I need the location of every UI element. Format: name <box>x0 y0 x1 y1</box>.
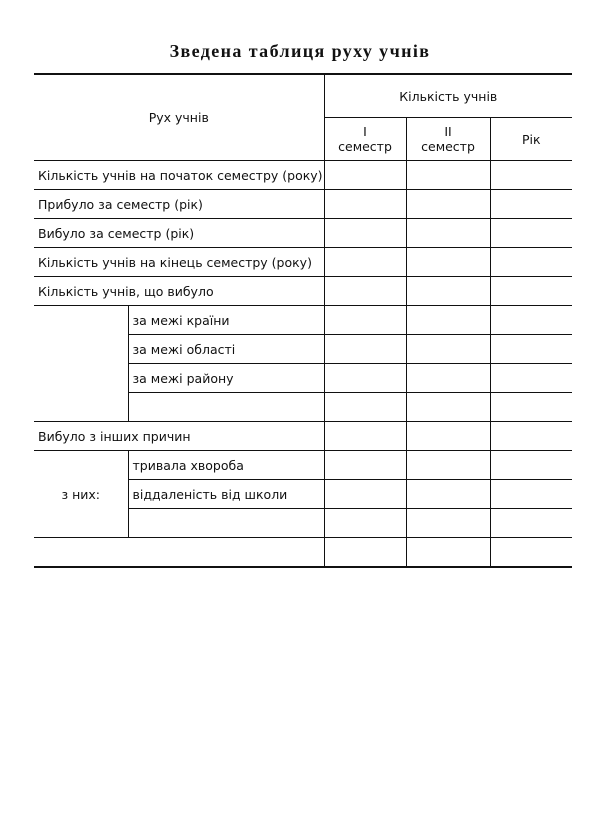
table-row <box>34 190 572 219</box>
cell-year[interactable] <box>490 335 572 364</box>
row-label-blank[interactable] <box>34 538 324 568</box>
cell-sem2[interactable] <box>406 161 490 190</box>
table-row <box>34 422 572 451</box>
header-semester-2 <box>406 118 490 161</box>
header-count: Кількість учнів <box>324 74 572 118</box>
departed-group-spacer <box>34 306 128 422</box>
cell-year[interactable] <box>490 538 572 568</box>
table-row <box>34 219 572 248</box>
cell-sem2[interactable] <box>406 422 490 451</box>
cell-sem1[interactable] <box>324 277 406 306</box>
header-semester-1 <box>324 118 406 161</box>
cell-year[interactable] <box>490 219 572 248</box>
cell-sem1[interactable] <box>324 161 406 190</box>
semester-1-number: I <box>363 124 367 139</box>
table-row <box>34 451 572 480</box>
cell-sem1[interactable] <box>324 451 406 480</box>
page-title: Зведена таблиця руху учнів <box>169 41 431 61</box>
row-label-abroad: за межі країни <box>128 306 324 335</box>
header-movement: Рух учнів <box>34 74 324 161</box>
cell-sem1[interactable] <box>324 364 406 393</box>
cell-sem1[interactable] <box>324 509 406 538</box>
row-label-district: за межі району <box>128 364 324 393</box>
cell-year[interactable] <box>490 422 572 451</box>
row-label-other: Вибуло з інших причин <box>34 422 324 451</box>
cell-sem2[interactable] <box>406 393 490 422</box>
cell-sem1[interactable] <box>324 393 406 422</box>
cell-year[interactable] <box>490 190 572 219</box>
row-label-end: Кількість учнів на кінець семестру (року) <box>34 248 324 277</box>
cell-year[interactable] <box>490 277 572 306</box>
cell-sem2[interactable] <box>406 538 490 568</box>
row-label-left: Вибуло за семестр (рік) <box>34 219 324 248</box>
cell-sem1[interactable] <box>324 306 406 335</box>
header-year: Рік <box>490 118 572 161</box>
row-label-illness: тривала хвороба <box>128 451 324 480</box>
cell-year[interactable] <box>490 451 572 480</box>
row-label-arrived: Прибуло за семестр (рік) <box>34 190 324 219</box>
table-row <box>34 306 572 335</box>
cell-sem1[interactable] <box>324 480 406 509</box>
cell-sem1[interactable] <box>324 190 406 219</box>
cell-sem1[interactable] <box>324 538 406 568</box>
cell-sem2[interactable] <box>406 364 490 393</box>
cell-sem2[interactable] <box>406 306 490 335</box>
cell-sem2[interactable] <box>406 451 490 480</box>
semester-2-word: семестр <box>421 139 475 154</box>
semester-2-number: II <box>444 124 452 139</box>
table-row <box>34 538 572 568</box>
header-row <box>34 74 572 118</box>
row-label-region: за межі області <box>128 335 324 364</box>
table-row <box>34 248 572 277</box>
row-label-start: Кількість учнів на початок семестру (року) <box>34 161 324 190</box>
cell-year[interactable] <box>490 509 572 538</box>
cell-year[interactable] <box>490 393 572 422</box>
cell-sem2[interactable] <box>406 277 490 306</box>
cell-year[interactable] <box>490 161 572 190</box>
cell-sem2[interactable] <box>406 480 490 509</box>
cell-year[interactable] <box>490 306 572 335</box>
cell-year[interactable] <box>490 480 572 509</box>
cell-sem1[interactable] <box>324 335 406 364</box>
row-label-distance: віддаленість від школи <box>128 480 324 509</box>
cell-sem1[interactable] <box>324 219 406 248</box>
semester-1-word: семестр <box>338 139 392 154</box>
cell-sem2[interactable] <box>406 219 490 248</box>
student-movement-table <box>34 73 572 568</box>
row-label-departed: Кількість учнів, що вибуло <box>34 277 324 306</box>
table-row <box>34 277 572 306</box>
cell-sem2[interactable] <box>406 335 490 364</box>
cell-year[interactable] <box>490 364 572 393</box>
cell-sem2[interactable] <box>406 190 490 219</box>
cell-sem1[interactable] <box>324 248 406 277</box>
cell-sem2[interactable] <box>406 509 490 538</box>
cell-sem1[interactable] <box>324 422 406 451</box>
table-row <box>34 161 572 190</box>
row-label-blank[interactable] <box>128 393 324 422</box>
row-label-blank[interactable] <box>128 509 324 538</box>
cell-sem2[interactable] <box>406 248 490 277</box>
cell-year[interactable] <box>490 248 572 277</box>
of-them-label: з них: <box>34 451 128 538</box>
